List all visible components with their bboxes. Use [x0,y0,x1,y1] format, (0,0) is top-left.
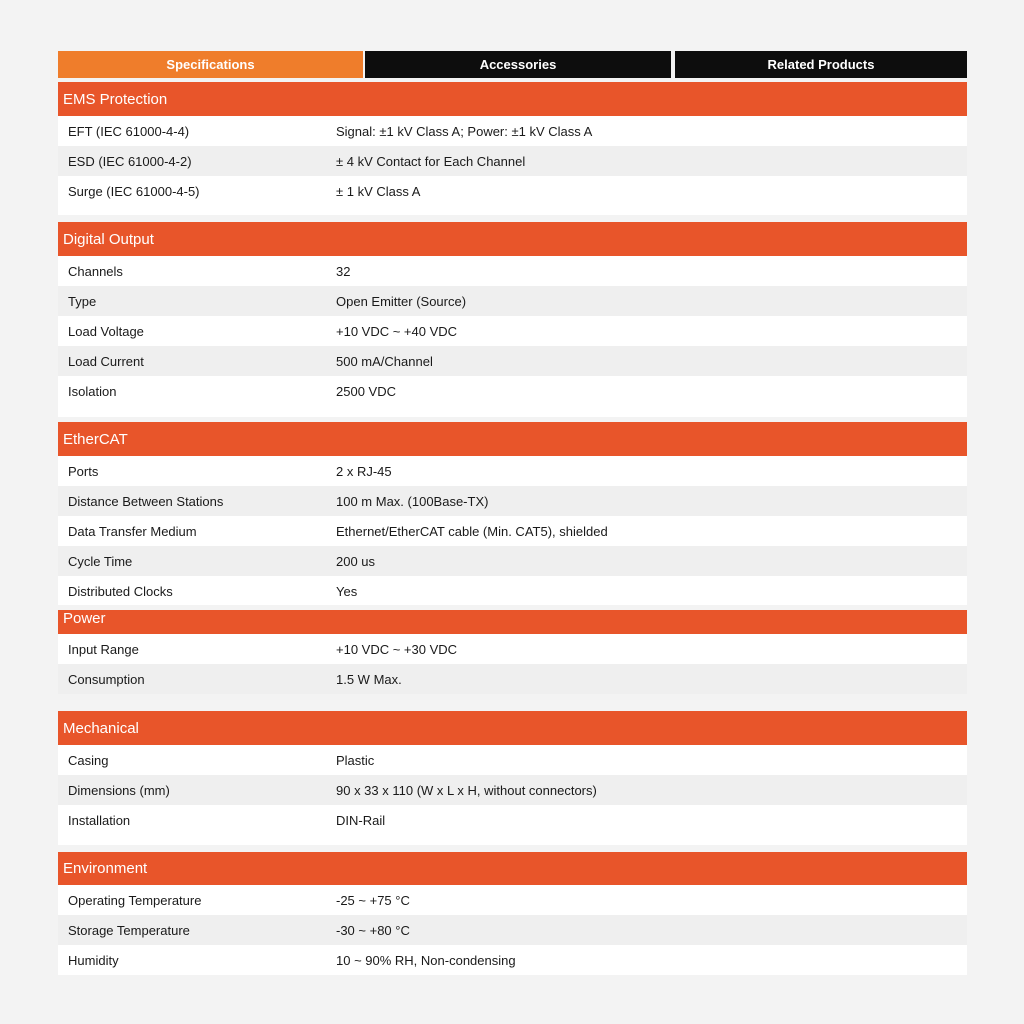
spec-label: Installation [68,812,131,828]
spec-label: Data Transfer Medium [68,523,197,539]
spec-label: Isolation [68,383,117,399]
spec-label: Channels [68,263,123,279]
spec-value: 200 us [336,553,376,569]
spec-label: Surge (IEC 61000-4-5) [68,183,200,199]
spec-row [58,885,967,915]
spec-row [58,346,967,376]
section-power [58,610,967,694]
spec-value: 90 x 33 x 110 (W x L x H, without connectors) [336,782,597,798]
spec-row [58,256,967,286]
spec-row [58,116,967,146]
spec-value: Ethernet/EtherCAT cable (Min. CAT5), shielded [336,523,608,539]
spec-value: 32 [336,263,351,279]
spec-row [58,546,967,576]
spec-value: 10 ~ 90% RH, Non-condensing [336,952,516,968]
spec-row [58,376,967,406]
spec-value: Open Emitter (Source) [336,293,467,309]
spec-label: Operating Temperature [68,892,202,908]
spec-row [58,146,967,176]
spec-value: 2500 VDC [336,383,396,399]
spec-row [58,576,967,606]
spec-value: ± 1 kV Class A [336,183,421,199]
spec-row [58,516,967,546]
spec-value: 2 x RJ-45 [336,463,392,479]
spec-row [58,805,967,835]
spec-label: Consumption [68,671,145,687]
spec-value: ± 4 kV Contact for Each Channel [336,153,526,169]
spec-row [58,745,967,775]
spec-value: +10 VDC ~ +30 VDC [336,641,458,657]
spec-value: 1.5 W Max. [336,671,402,687]
spec-row [58,775,967,805]
spec-row [58,664,967,694]
spec-label: Ports [68,463,99,479]
spec-label: Casing [68,752,109,768]
spec-label: Type [68,293,97,309]
spec-value: 500 mA/Channel [336,353,433,369]
spec-label: Humidity [68,952,119,968]
spec-row [58,486,967,516]
spec-row [58,915,967,945]
spec-value: -25 ~ +75 °C [336,892,410,908]
section-title: Environment [58,852,967,885]
spec-value: +10 VDC ~ +40 VDC [336,323,458,339]
section-title: Digital Output [58,222,967,256]
section-mechanical [58,711,967,845]
section-ems-protection [58,82,967,215]
spec-label: Storage Temperature [68,922,190,938]
spec-label: Load Current [68,353,144,369]
spec-label: ESD (IEC 61000-4-2) [68,153,192,169]
spec-row [58,945,967,975]
section-digital-output [58,222,967,417]
tab-related-products[interactable]: Related Products [675,51,967,78]
spec-value: 100 m Max. (100Base-TX) [336,493,489,509]
spec-value: DIN-Rail [336,812,386,828]
tab-specifications[interactable]: Specifications [58,51,363,78]
spec-label: Distributed Clocks [68,583,173,599]
spec-label: Distance Between Stations [68,493,224,509]
spec-row [58,456,967,486]
tab-accessories[interactable]: Accessories [365,51,671,78]
spec-row [58,634,967,664]
section-environment [58,852,967,975]
spec-label: Cycle Time [68,553,133,569]
section-title: EMS Protection [58,82,967,116]
spec-label: Dimensions (mm) [68,782,170,798]
spec-row [58,176,967,206]
spec-value: Signal: ±1 kV Class A; Power: ±1 kV Class A [336,123,593,139]
section-title: EtherCAT [58,422,967,456]
section-title: Mechanical [58,711,967,745]
tab-bar [58,51,967,78]
spec-row [58,316,967,346]
spec-value: Plastic [336,752,375,768]
spec-row [58,286,967,316]
spec-label: EFT (IEC 61000-4-4) [68,123,190,139]
section-title: Power [58,610,967,634]
spec-value: Yes [336,583,358,599]
spec-value: -30 ~ +80 °C [336,922,410,938]
spec-label: Load Voltage [68,323,144,339]
spec-label: Input Range [68,641,139,657]
section-ethercat [58,422,967,605]
